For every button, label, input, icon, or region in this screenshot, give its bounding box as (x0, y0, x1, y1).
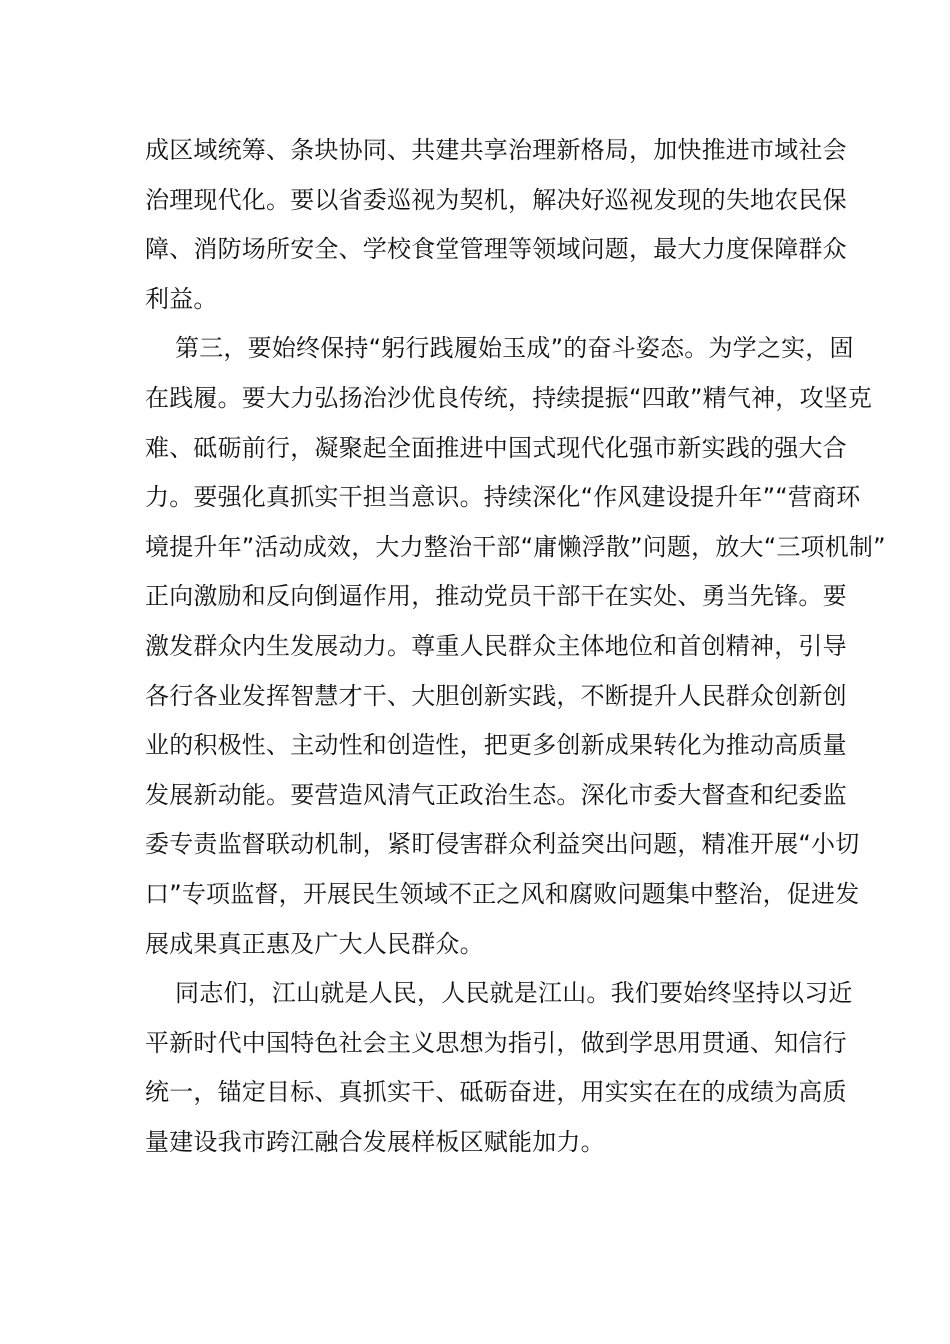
body-text (145, 126, 886, 1167)
text-line: 展成果真正惠及广大人民群众。 (145, 929, 484, 958)
text-line: 各行各业发挥智慧才干、大胆创新实践，不断提升人民群众创新创 (145, 681, 847, 710)
text-line: 统一，锚定目标、真抓实干、砥砺奋进，用实实在在的成绩为高质 (145, 1078, 847, 1107)
text-line: 在践履。要大力弘扬治沙优良传统，持续提振“四敢”精气神，攻坚克 (145, 383, 873, 412)
text-line: 正向激励和反向倒逼作用，推动党员干部干在实处、勇当先锋。要 (145, 582, 847, 611)
text-line: 发展新动能。要营造风清气正政治生态。深化市委大督查和纪委监 (145, 780, 847, 809)
text-line: 障、消防场所安全、学校食堂管理等领域问题，最大力度保障群众 (145, 235, 847, 264)
text-line: 境提升年”活动成效，大力整治干部“庸懒浮散”问题，放大“三项机制” (145, 532, 886, 561)
text-line: 第三，要始终保持“躬行践履始玉成”的奋斗姿态。为学之实，固 (175, 334, 854, 363)
text-line: 激发群众内生发展动力。尊重人民群众主体地位和首创精神，引导 (145, 631, 847, 660)
text-line: 平新时代中国特色社会主义思想为指引，做到学思用贯通、知信行 (145, 1028, 847, 1057)
text-line: 利益。 (145, 284, 218, 313)
text-line: 成区域统筹、条块协同、共建共享治理新格局，加快推进市域社会 (145, 136, 847, 164)
text-line: 难、砥砺前行，凝聚起全面推进中国式现代化强市新实践的强大合 (145, 433, 847, 462)
text-line: 力。要强化真抓实干担当意识。持续深化“作风建设提升年”“营商环 (145, 483, 861, 512)
text-line: 量建设我市跨江融合发展样板区赋能加力。 (145, 1127, 605, 1156)
text-line: 同志们，江山就是人民，人民就是江山。我们要始终坚持以习近 (175, 979, 853, 1008)
text-line: 口”专项监督，开展民生领域不正之风和腐败问题集中整治，促进发 (145, 879, 860, 908)
text-line: 治理现代化。要以省委巡视为契机，解决好巡视发现的失地农民保 (145, 185, 847, 214)
text-line: 业的积极性、主动性和创造性，把更多创新成果转化为推动高质量 (145, 731, 847, 760)
text-line: 委专责监督联动机制，紧盯侵害群众利益突出问题，精准开展“小切 (145, 830, 860, 859)
